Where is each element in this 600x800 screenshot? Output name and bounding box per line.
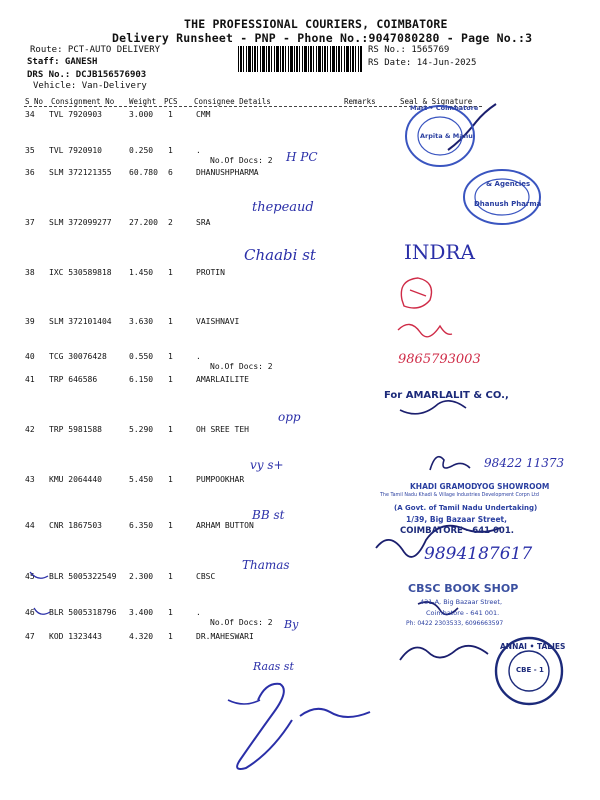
hw-indra: INDRA: [404, 240, 475, 264]
col-consignee: Consignee Details: [194, 97, 271, 106]
company-title: THE PROFESSIONAL COURIERS, COIMBATORE: [184, 17, 448, 31]
hw-phone-2: 98422 11373: [484, 456, 565, 470]
row-sno: 42: [25, 425, 35, 434]
row-consignee: .: [196, 352, 201, 361]
row-weight: 0.250: [129, 146, 154, 155]
hw-by: By: [284, 618, 299, 631]
row-pcs: 1: [168, 375, 173, 384]
cbsc-stamp-title: CBSC BOOK SHOP: [408, 582, 519, 595]
showroom-stamp-line1: The Tamil Nadu Khadi & Village Industries Development Corpn Ltd: [380, 493, 539, 498]
row-consignee: VAISHNAVI: [196, 317, 240, 326]
row-pcs: 1: [168, 572, 173, 581]
hw-phone-3: 9894187617: [424, 544, 533, 564]
mart-stamp-inner-text: Arpita & Manu: [420, 132, 473, 140]
row-pcs: 1: [168, 632, 173, 641]
row-consignment-no: BLR 5005322549: [49, 572, 117, 581]
row-consignment-no: KMU 2064440: [49, 475, 102, 484]
vehicle-label: Vehicle: Van-Delivery: [33, 81, 147, 91]
row-pcs: 1: [168, 352, 173, 361]
row-sno: 38: [25, 268, 35, 277]
drs-number: DRS No.: DCJB156576903: [27, 70, 147, 80]
row-consignment-no: SLM 372121355: [49, 168, 112, 177]
row-consignment-no: TVL 7920903: [49, 110, 102, 119]
row-consignee: DR.MAHESWARI: [196, 632, 254, 641]
row-pcs: 1: [168, 475, 173, 484]
row-sno: 39: [25, 317, 35, 326]
row-sno: 34: [25, 110, 35, 119]
hw-vysa: vy s+: [250, 458, 284, 472]
row-weight: 60.780: [129, 168, 158, 177]
row-sno: 36: [25, 168, 35, 177]
row-weight: 27.200: [129, 218, 158, 227]
row-consignee: PROTIN: [196, 268, 225, 277]
row-consignment-no: CNR 1867503: [49, 521, 102, 530]
row-pcs: 2: [168, 218, 173, 227]
rs-date: RS Date: 14-Jun-2025: [368, 58, 477, 68]
row-consignment-no: IXC 530589818: [49, 268, 112, 277]
row-consignee: OH SREE TEH: [196, 425, 249, 434]
row-weight: 6.350: [129, 521, 154, 530]
showroom-stamp-line4: COIMBATORE - 641 001.: [400, 526, 514, 536]
row-consignee: DHANUSHPHARMA: [196, 168, 259, 177]
row-weight: 5.290: [129, 425, 154, 434]
row-weight: 2.300: [129, 572, 154, 581]
row-pcs: 1: [168, 268, 173, 277]
row-sno: 44: [25, 521, 35, 530]
hw-hpc: H PC: [286, 150, 318, 164]
row-consignment-no: KOD 1323443: [49, 632, 102, 641]
cbsc-stamp-line1: 431-A, Big Bazaar Street,: [420, 598, 503, 606]
showroom-stamp-line2: (A Govt. of Tamil Nadu Undertaking): [394, 504, 538, 512]
showroom-stamp-line3: 1/39, Big Bazaar Street,: [406, 515, 507, 524]
hw-thepeaud: thepeaud: [252, 200, 314, 215]
row-consignee: CMM: [196, 110, 211, 119]
row-weight: 3.400: [129, 608, 154, 617]
row-sno: 37: [25, 218, 35, 227]
dhanush-stamp-ring-text: Dhanush Pharma: [474, 200, 542, 208]
row-sno: 45: [25, 572, 35, 581]
row-consignment-no: TRP 5981588: [49, 425, 102, 434]
row-consignee: ARHAM BUTTON: [196, 521, 254, 530]
hw-raast: Raas st: [253, 660, 294, 673]
row-pcs: 1: [168, 521, 173, 530]
row-docs-count: No.Of Docs: 2: [210, 156, 273, 165]
runsheet-title: Delivery Runsheet - PNP - Phone No.:9047080280 - Page No.:3: [112, 31, 533, 45]
row-consignment-no: TCG 30076428: [49, 352, 107, 361]
row-consignment-no: SLM 372101404: [49, 317, 112, 326]
row-weight: 3.000: [129, 110, 154, 119]
row-pcs: 6: [168, 168, 173, 177]
row-consignee: SRA: [196, 218, 211, 227]
row-docs-count: No.Of Docs: 2: [210, 618, 273, 627]
hw-opp: opp: [278, 410, 301, 424]
showroom-stamp-title: KHADI GRAMODYOG SHOWROOM: [410, 482, 550, 491]
col-sno: S No: [25, 97, 44, 106]
row-sno: 43: [25, 475, 35, 484]
hw-phone-1: 9865793003: [398, 352, 481, 367]
row-consignee: AMARLAILITE: [196, 375, 249, 384]
col-pcs: PCS: [164, 97, 178, 106]
row-weight: 4.320: [129, 632, 154, 641]
row-sno: 40: [25, 352, 35, 361]
row-consignee: CBSC: [196, 572, 216, 581]
row-docs-count: No.Of Docs: 2: [210, 362, 273, 371]
col-weight: Weight: [129, 97, 157, 106]
route-label: Route: PCT-AUTO DELIVERY: [30, 45, 161, 55]
cbsc-stamp-line3: Ph: 0422 2303533, 6096663597: [406, 620, 504, 627]
rs-number: RS No.: 1565769: [368, 45, 450, 55]
row-sno: 46: [25, 608, 35, 617]
hw-chaabi: Chaabi st: [244, 246, 316, 264]
annai-stamp-ring-text: ANNAI • TALIES: [500, 642, 566, 651]
row-pcs: 1: [168, 317, 173, 326]
cbsc-stamp-line2: Coimbatore - 641 001.: [426, 609, 500, 617]
row-pcs: 1: [168, 608, 173, 617]
hw-bbst: BB st: [252, 508, 285, 522]
col-seal: Seal & Signature: [400, 97, 473, 106]
row-sno: 47: [25, 632, 35, 641]
col-consignment: Consignment No: [51, 97, 115, 106]
row-consignee: .: [196, 146, 201, 155]
row-pcs: 1: [168, 425, 173, 434]
col-remarks: Remarks: [344, 97, 376, 106]
row-consignment-no: TVL 7920910: [49, 146, 102, 155]
mart-stamp-ring-text: Mart • Coimbatore: [410, 104, 479, 112]
row-sno: 41: [25, 375, 35, 384]
row-consignee: PUMPOOKHAR: [196, 475, 245, 484]
row-weight: 3.630: [129, 317, 154, 326]
row-weight: 6.150: [129, 375, 154, 384]
amarlalit-stamp: For AMARLALIT & CO.,: [384, 390, 509, 401]
dhanush-stamp-ring: [462, 168, 542, 226]
row-weight: 5.450: [129, 475, 154, 484]
row-weight: 1.450: [129, 268, 154, 277]
row-sno: 35: [25, 146, 35, 155]
annai-stamp-inner-text: CBE - 1: [516, 666, 544, 674]
dhanush-stamp-top-text: & Agencies: [486, 180, 531, 188]
row-consignee: .: [196, 608, 201, 617]
row-consignment-no: BLR 5005318796: [49, 608, 117, 617]
staff-label: Staff: GANESH: [27, 57, 98, 67]
row-pcs: 1: [168, 110, 173, 119]
row-consignment-no: TRP 646586: [49, 375, 98, 384]
row-pcs: 1: [168, 146, 173, 155]
row-consignment-no: SLM 372099277: [49, 218, 112, 227]
row-weight: 0.550: [129, 352, 154, 361]
hw-thamas: Thamas: [242, 558, 290, 572]
